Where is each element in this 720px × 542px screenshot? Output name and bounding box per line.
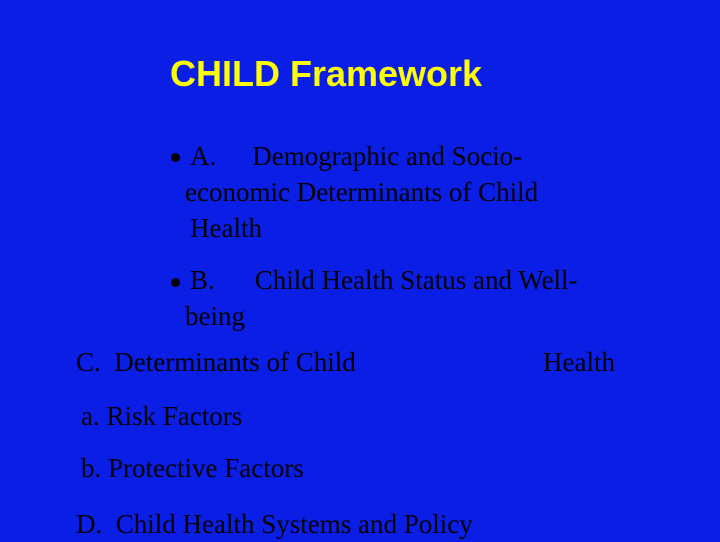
bullet-a-letter: A. [190,141,217,171]
bullet-a-line1 [190,138,522,174]
bullet-a-text-line1: Demographic and Socio- [252,141,523,171]
bullet-a-line3: Health [190,213,262,243]
bullet-b-text-line1: Child Health Status and Well- [254,265,578,295]
item-d-label: D. Child Health Systems and Policy [76,509,473,539]
bullet-dot-icon [171,153,180,162]
item-c-tail: Health [543,347,615,377]
item-protective-factors: b. Protective Factors [81,453,304,483]
bullet-b-line2: being [185,301,245,331]
item-risk-factors: a. Risk Factors [81,401,243,431]
bullet-b-line1 [190,262,578,298]
bullet-b-letter: B. [190,265,215,295]
item-c-label: C. Determinants of Child [76,347,356,377]
slide-title: CHILD Framework [170,53,483,94]
bullet-dot-icon [171,278,180,287]
bullet-a-line2: economic Determinants of Child [185,177,539,207]
